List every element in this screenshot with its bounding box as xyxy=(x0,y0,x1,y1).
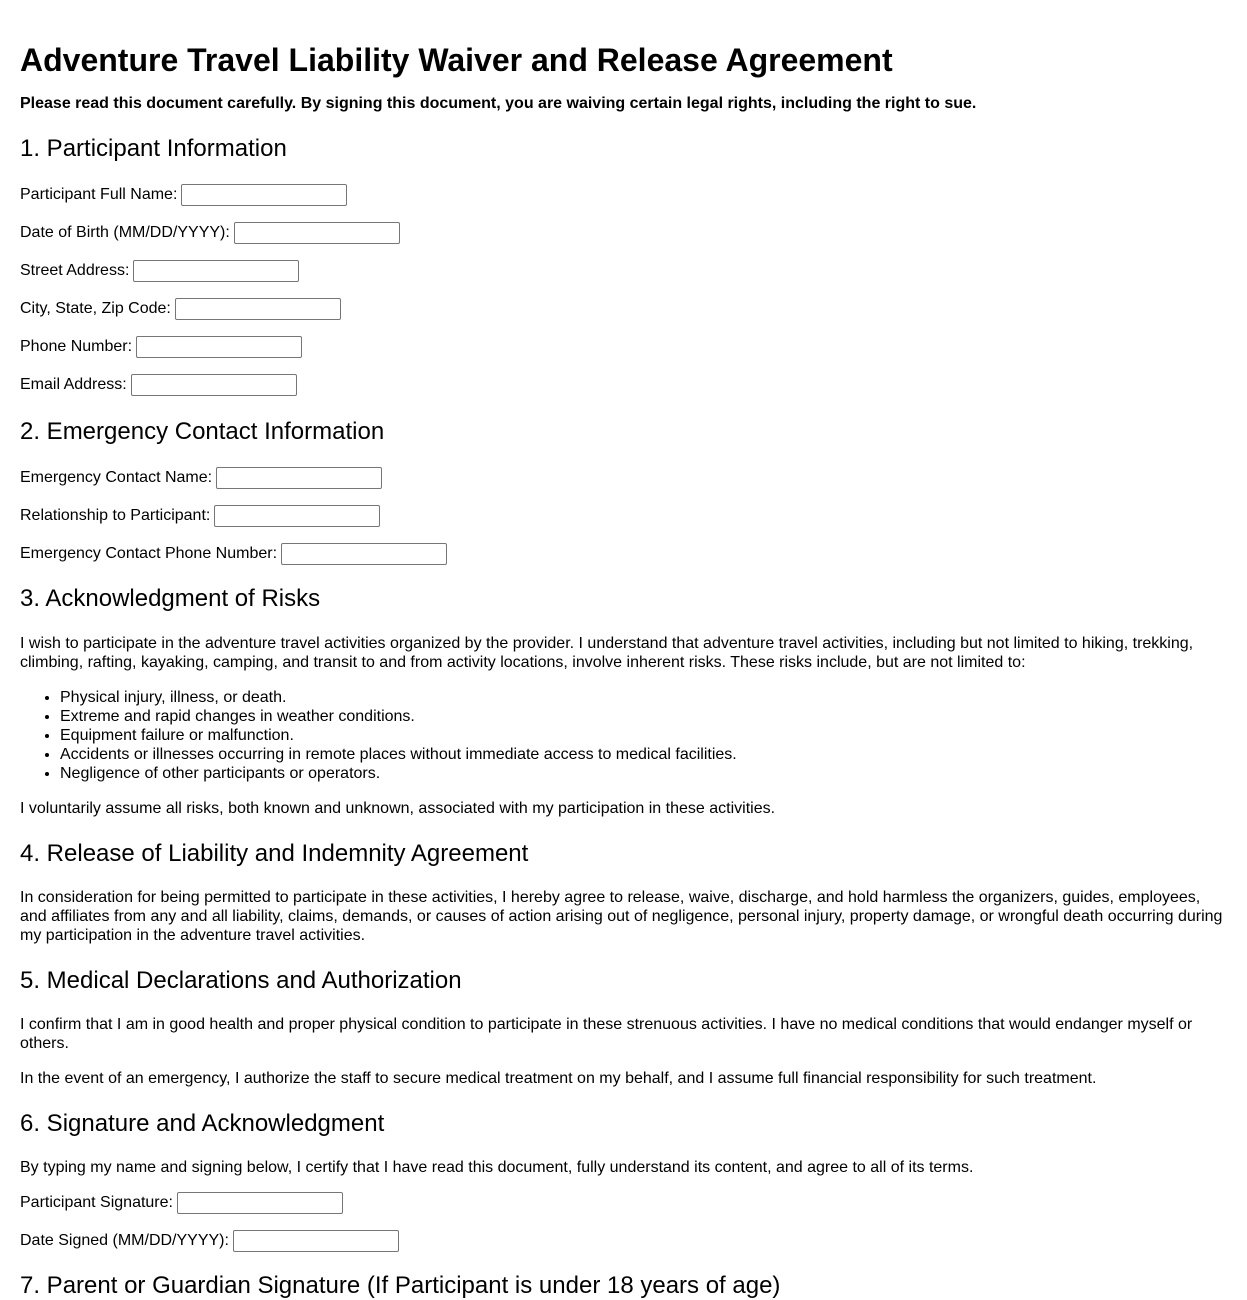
risks-closing: I voluntarily assume all risks, both known and unknown, associated with my participation in these activities. xyxy=(20,800,776,817)
phone-row xyxy=(20,336,1227,358)
email-row xyxy=(20,374,1227,396)
section-4-heading: 4. Release of Liability and Indemnity Agreement xyxy=(20,840,529,867)
dob-input[interactable] xyxy=(234,222,400,244)
signature-certification: By typing my name and signing below, I certify that I have read this document, fully understand its content, and agree to all of its terms. xyxy=(20,1159,974,1176)
page-title: Adventure Travel Liability Waiver and Release Agreement xyxy=(20,42,893,78)
date-signed-row xyxy=(20,1230,1227,1252)
relationship-input[interactable] xyxy=(214,505,380,527)
participant-name-label: Participant Full Name: xyxy=(20,186,178,203)
medical-declaration: I confirm that I am in good health and proper physical condition to participate in these strenuous activities. I have no medical conditions that would endanger myself or others. xyxy=(20,1016,1193,1052)
lead-warning: Please read this document carefully. By signing this document, you are waiving certain legal rights, including the right to sue. xyxy=(20,95,977,112)
emergency-name-label: Emergency Contact Name: xyxy=(20,469,213,486)
phone-label: Phone Number: xyxy=(20,338,133,355)
city-state-zip-input[interactable] xyxy=(175,298,341,320)
date-signed-input[interactable] xyxy=(233,1230,399,1252)
participant-signature-row xyxy=(20,1192,1227,1214)
list-item: • Accidents or illnesses occurring in remote places without immediate access to medical facilities. xyxy=(60,745,1227,764)
street-address-label: Street Address: xyxy=(20,262,130,279)
participant-name-input[interactable] xyxy=(181,184,347,206)
risks-list xyxy=(20,688,1227,783)
section-1-heading: 1. Participant Information xyxy=(20,135,287,162)
street-address-input[interactable] xyxy=(133,260,299,282)
relationship-row xyxy=(20,505,1227,527)
section-5-heading: 5. Medical Declarations and Authorization xyxy=(20,967,462,994)
email-label: Email Address: xyxy=(20,376,127,393)
list-item: • Physical injury, illness, or death. xyxy=(60,688,1227,707)
dob-label: Date of Birth (MM/DD/YYYY): xyxy=(20,224,230,241)
list-item: • Equipment failure or malfunction. xyxy=(60,726,1227,745)
dob-row xyxy=(20,222,1227,244)
street-address-row xyxy=(20,260,1227,282)
relationship-label: Relationship to Participant: xyxy=(20,507,211,524)
email-input[interactable] xyxy=(131,374,297,396)
section-7-heading: 7. Parent or Guardian Signature (If Participant is under 18 years of age) xyxy=(20,1272,781,1299)
section-2-heading: 2. Emergency Contact Information xyxy=(20,418,385,445)
date-signed-label: Date Signed (MM/DD/YYYY): xyxy=(20,1232,229,1249)
participant-name-row xyxy=(20,184,1227,206)
document-body xyxy=(20,135,1227,1300)
medical-authorization: In the event of an emergency, I authorize the staff to secure medical treatment on my behalf, and I assume full financial responsibility for such treatment. xyxy=(20,1070,1097,1087)
emergency-name-input[interactable] xyxy=(216,467,382,489)
list-item: • Negligence of other participants or operators. xyxy=(60,764,1227,783)
phone-input[interactable] xyxy=(136,336,302,358)
participant-signature-input[interactable] xyxy=(177,1192,343,1214)
city-state-zip-row xyxy=(20,298,1227,320)
emergency-phone-label: Emergency Contact Phone Number: xyxy=(20,545,278,562)
section-3-heading: 3. Acknowledgment of Risks xyxy=(20,585,321,612)
emergency-name-row xyxy=(20,467,1227,489)
city-state-zip-label: City, State, Zip Code: xyxy=(20,300,171,317)
section-6-heading: 6. Signature and Acknowledgment xyxy=(20,1110,385,1137)
emergency-phone-row xyxy=(20,543,1227,565)
release-text: In consideration for being permitted to participate in these activities, I hereby agree to release, waive, discharge, and hold harmless the organizers, guides, employees, and affiliates from any and all liability, claims, demands, or causes of action arising out of negligence, personal injury, property damage, or wrongful death occurring during my participation in the adventure travel activities. xyxy=(20,889,1223,944)
emergency-phone-input[interactable] xyxy=(281,543,447,565)
list-item: • Extreme and rapid changes in weather conditions. xyxy=(60,707,1227,726)
participant-signature-label: Participant Signature: xyxy=(20,1194,173,1211)
risks-intro: I wish to participate in the adventure travel activities organized by the provider. I understand that adventure travel activities, including but not limited to hiking, trekking, climbing, rafting, kayaking, camping, and transit to and from activity locations, involve inherent risks. These risks include, but are not limited to: xyxy=(20,635,1194,671)
